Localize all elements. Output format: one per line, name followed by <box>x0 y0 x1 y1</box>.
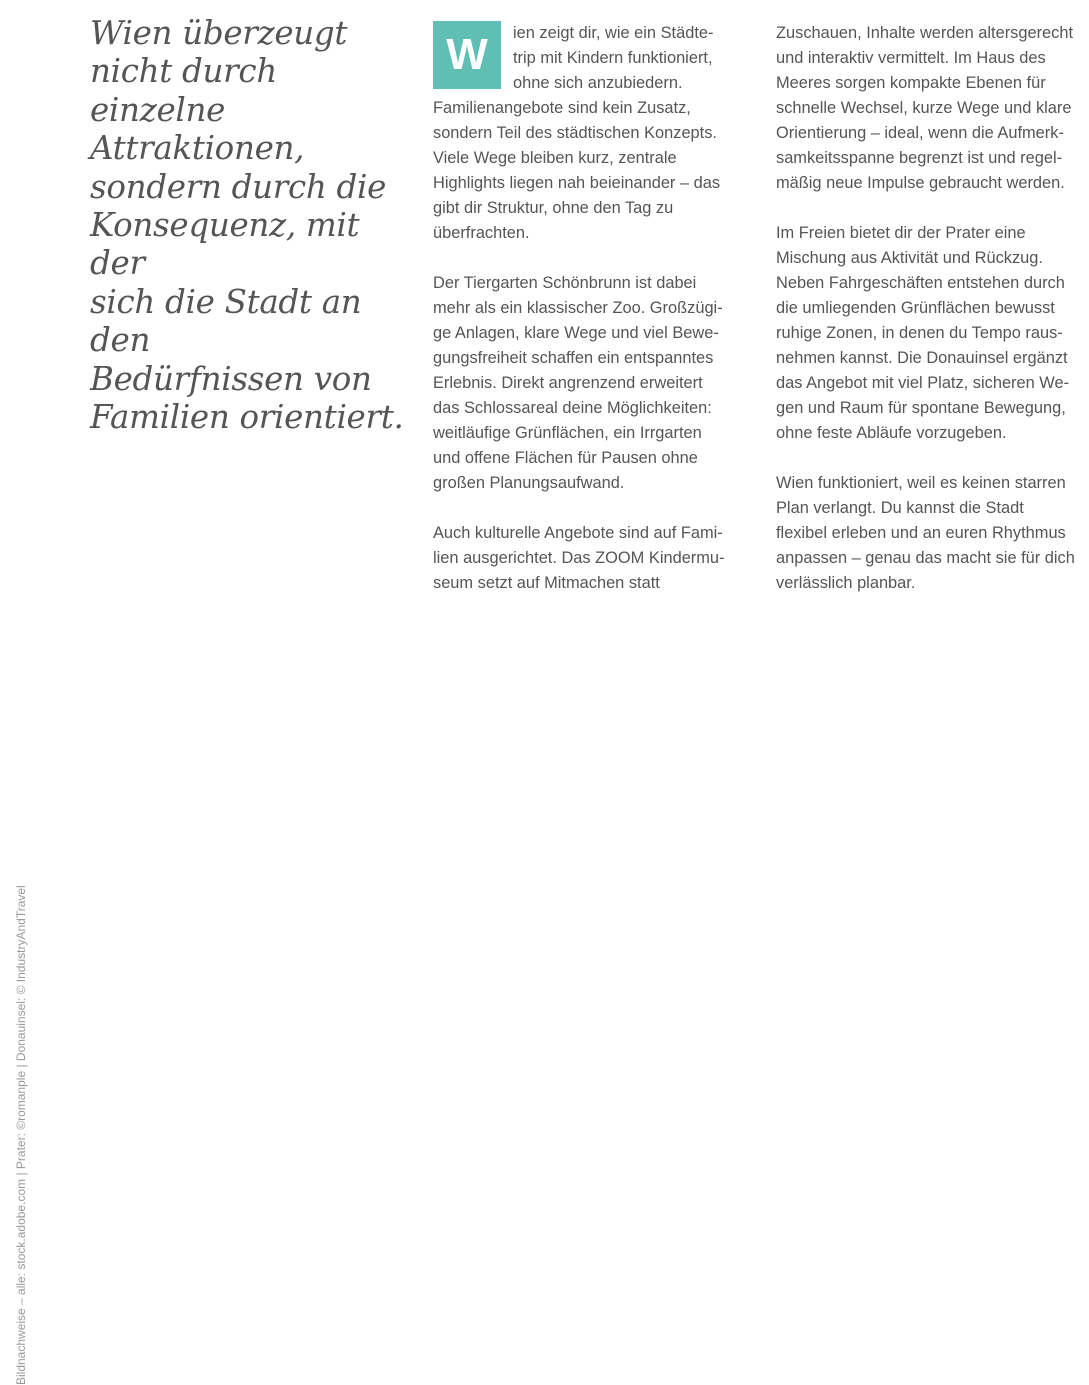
article-column-2 <box>776 21 1089 621</box>
paragraph-conclusion: Wien funktioniert, weil es keinen starren Plan verlangt. Du kannst die Stadt flexibel erleben und an euren Rhythmus anpassen – genau das macht sie für dich verlässlich planbar. <box>776 474 1075 592</box>
photo-credit: Bildnachweise – alle: stock.adobe.com | Prater: ©romanple | Donauinsel: © IndustryAndTravel <box>14 885 28 1385</box>
pull-quote-text: Wien überzeugt nicht durch einzelne Attraktionen, sondern durch die Konsequenz, mit der sich die Stadt an den Bedürfnissen von Familien orientiert. <box>90 14 404 437</box>
intro-line-3: ohne sich anzubiedern. <box>513 74 683 92</box>
pull-quote <box>90 14 410 436</box>
paragraph-culture-end: Zuschauen, Inhalte werden altersgerecht und interaktiv vermittelt. Im Haus des Meeres sorgen kompakte Ebenen für schnelle Wechsel, kurze Wege und klare Orientierung – ideal, wenn die Aufmerk- samkeitsspanne begrenzt ist und regel- mäßig neue Impulse gebraucht werden. <box>776 24 1074 192</box>
intro-line-1: ien zeigt dir, wie ein Städte- <box>513 24 714 42</box>
paragraph-prater: Im Freien bietet dir der Prater eine Mischung aus Aktivität und Rückzug. Neben Fahrgeschäften entstehen durch die umliegenden Grünflächen bewusst ruhige Zonen, in denen du Tempo raus- nehmen kannst. Die Donauinsel ergänzt das Angebot mit viel Platz, sicheren We- gen und Raum für spontane Bewegung, ohne feste Abläufe vorzugeben. <box>776 224 1070 442</box>
intro-text: Familienangebote sind kein Zusatz, sondern Teil des städtischen Konzepts. Viele Wege bleiben kurz, zentrale Highlights liegen nah beieinander – das gibt dir Struktur, ohne den Tag zu überfrachten. <box>433 99 721 242</box>
article-column-1 <box>433 21 753 621</box>
intro-paragraph <box>433 21 753 246</box>
intro-line-2: trip mit Kindern funktioniert, <box>513 49 713 67</box>
drop-cap: W <box>433 21 501 89</box>
paragraph-culture-start: Auch kulturelle Angebote sind auf Fami- lien ausgerichtet. Das ZOOM Kindermu- seum setzt auf Mitmachen statt <box>433 524 725 592</box>
paragraph-tiergarten: Der Tiergarten Schönbrunn ist dabei mehr als ein klassischer Zoo. Großzügi- ge Anlagen, klare Wege und viel Bewe- gungsfreiheit schaffen ein entspanntes Erlebnis. Direkt angrenzend erweitert das Schlossareal deine Möglichkeiten: weitläufige Grünflächen, ein Irrgarten und offene Flächen für Pausen ohne großen Planungsaufwand. <box>433 274 723 492</box>
